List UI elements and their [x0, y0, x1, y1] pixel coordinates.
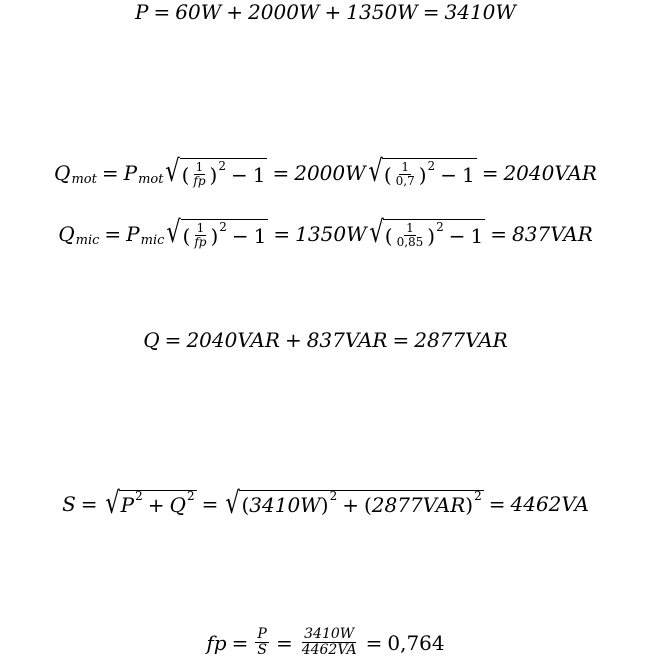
result-q-mot: 2040VAR — [503, 161, 597, 186]
result-apparent-power: 4462VA — [510, 491, 589, 516]
fraction-values: $\frac{3410W}{4462VA}$ — [301, 626, 357, 659]
symbol-p: P — [126, 222, 140, 247]
sqrt-value: √ ( $\frac{1}{0,7}$ ) 2 − 1 — [368, 154, 475, 189]
result-reactive-power: 2877VAR — [414, 328, 508, 352]
sqrt-p2-q2: √ P 2 + Q 2 — [104, 486, 195, 521]
result-active-power: 3410W — [444, 0, 516, 24]
term-2040var: 2040VAR — [186, 328, 280, 352]
fraction-p-over-s: $\frac{P}{S}$ — [257, 626, 267, 659]
term-60w: 60W — [175, 0, 222, 24]
equation-total-active-power: P = 60W + 2000W + 1350W = 3410W — [135, 0, 516, 24]
symbol-q: Q — [143, 328, 160, 352]
fraction-one-over-085: $\frac{1}{0,85}$ — [396, 221, 424, 250]
symbol-q: Q — [54, 161, 71, 186]
subscript-mot: mot — [71, 171, 97, 187]
fraction-one-over-fp: $\frac{1}{fp}$ — [193, 160, 206, 189]
coef-1350w: 1350W — [295, 222, 367, 247]
sqrt-values: √ ( 3410W ) 2 + ( 2877VAR ) 2 — [225, 486, 482, 521]
equation-power-factor: fp = $\frac{P}{S}$ = $\frac{3410W}{4462VA}$ = 0,764 — [206, 626, 445, 659]
sqrt-value: √ ( $\frac{1}{0,85}$ ) 2 − 1 — [369, 215, 484, 250]
symbol-p: P — [135, 0, 149, 24]
coef-2000w: 2000W — [294, 161, 366, 186]
equation-total-reactive-power: Q = 2040VAR + 837VAR = 2877VAR — [143, 328, 508, 352]
sqrt-power-factor: √ ( $\frac{1}{fp}$ ) 2 − 1 — [165, 154, 266, 189]
symbol-p: P — [123, 161, 138, 186]
term-2000w: 2000W — [248, 0, 320, 24]
symbol-q: Q — [58, 222, 75, 247]
symbol-fp: fp — [206, 630, 227, 655]
subscript-mic: mic — [75, 232, 100, 248]
equation-q-motor: Q mot = P mot √ ( $\frac{1}{fp}$ ) 2 − 1 = 2000W √ ( $\frac{1}{0,7}$ ) 2 − 1 = 2040VAR — [54, 154, 597, 189]
equation-apparent-power: S = √ P 2 + Q 2 = √ ( 3410W ) 2 + ( 2877VAR ) 2 = 4462VA — [62, 486, 589, 521]
fraction-one-over-07: $\frac{1}{0,7}$ — [395, 160, 415, 189]
fraction-one-over-fp: $\frac{1}{fp}$ — [194, 221, 207, 250]
result-power-factor: 0,764 — [387, 630, 445, 655]
symbol-s: S — [62, 491, 76, 516]
equation-q-microwave: Q mic = P mic √ ( $\frac{1}{fp}$ ) 2 − 1 = 1350W √ ( $\frac{1}{0,85}$ ) 2 − 1 = 837VAR — [58, 215, 593, 250]
term-1350w: 1350W — [346, 0, 418, 24]
term-837var: 837VAR — [306, 328, 388, 352]
subscript-mot: mot — [138, 171, 164, 187]
sqrt-power-factor: √ ( $\frac{1}{fp}$ ) 2 − 1 — [166, 215, 267, 250]
result-q-mic: 837VAR — [512, 222, 593, 247]
subscript-mic: mic — [140, 232, 165, 248]
